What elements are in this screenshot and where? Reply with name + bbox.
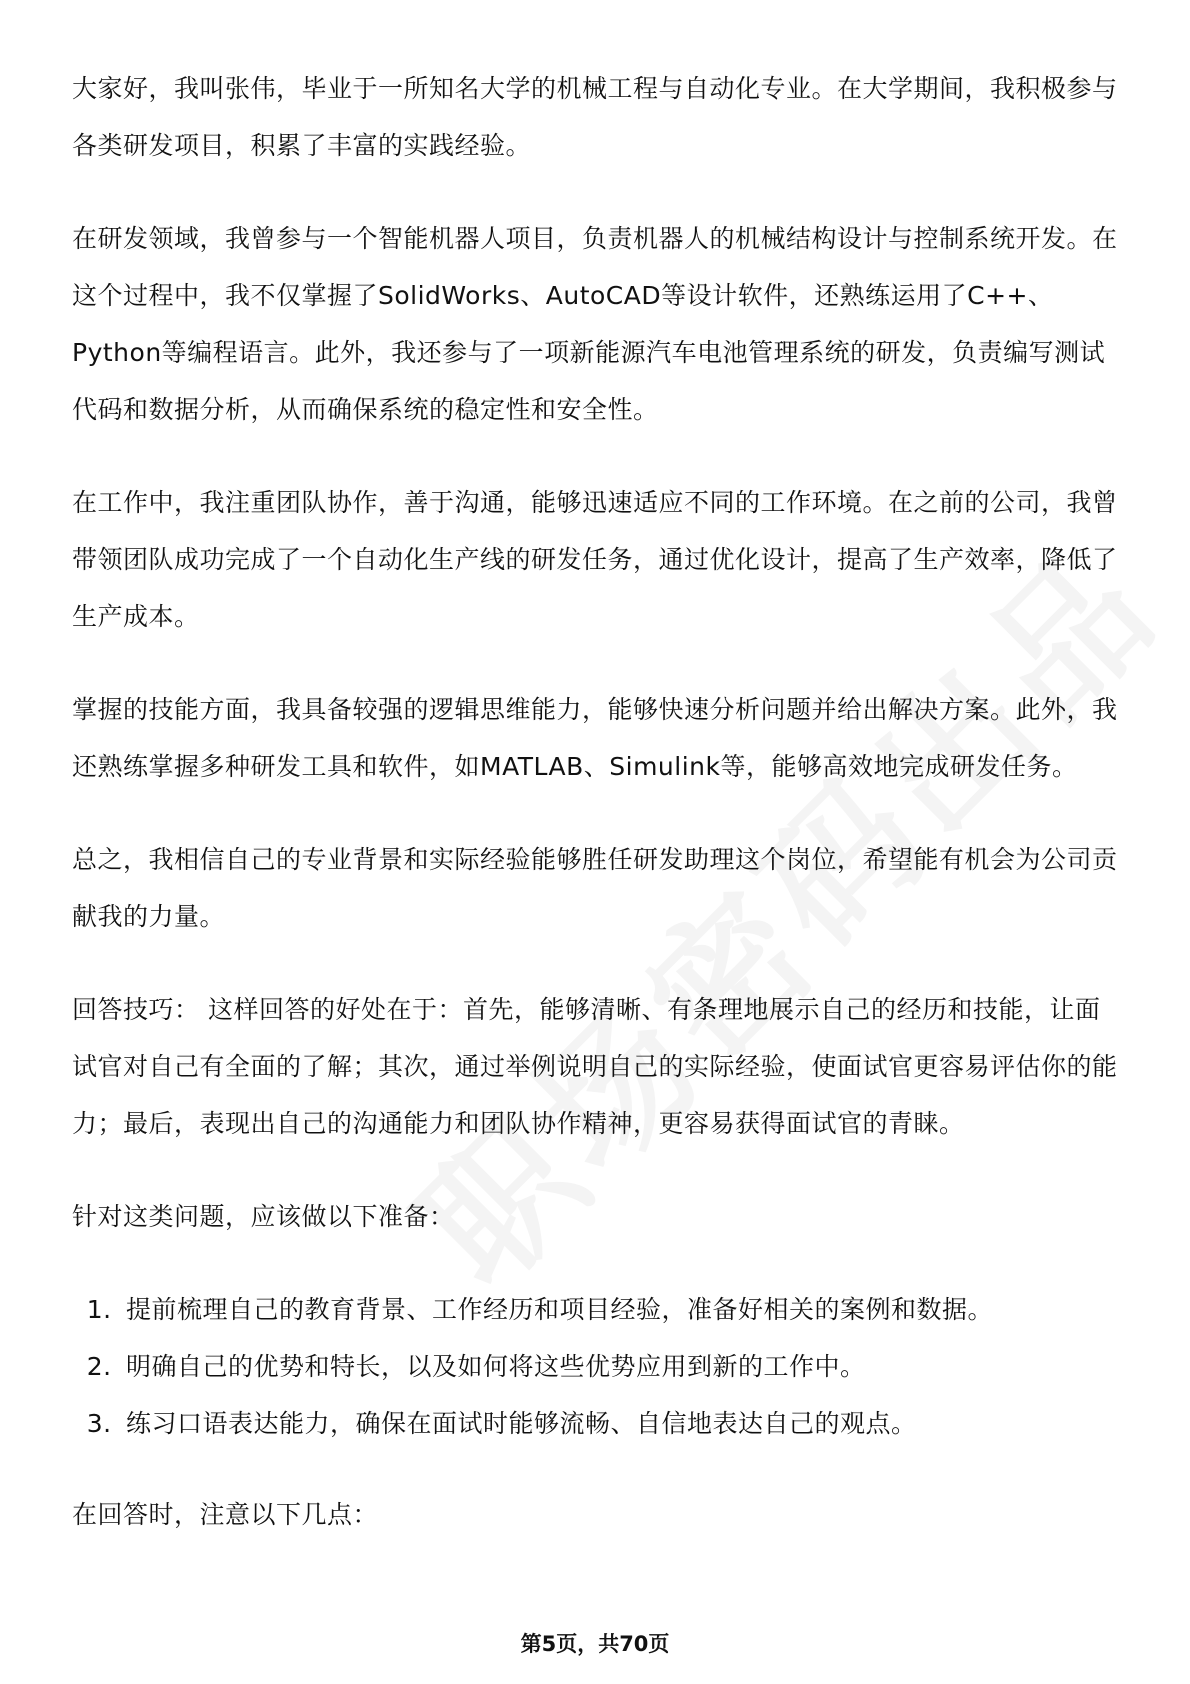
teamwork-paragraph: 在工作中，我注重团队协作，善于沟通，能够迅速适应不同的工作环境。在之前的公司，我曾带领团队成功完成了一个自动化生产线的研发任务，通过优化设计，提高了生产效率，降低了生产成本。 xyxy=(72,488,1118,631)
page-number-footer: 第5页，共70页 xyxy=(520,1632,670,1656)
closing-line: 在回答时，注意以下几点： xyxy=(72,1500,379,1529)
document-body xyxy=(72,60,1118,1579)
preparation-list xyxy=(72,1281,1118,1452)
intro-paragraph: 大家好，我叫张伟，毕业于一所知名大学的机械工程与自动化专业。在大学期间，我积极参与各类研发项目，积累了丰富的实践经验。 xyxy=(72,74,1118,160)
list-item: 1. 提前梳理自己的教育背景、工作经历和项目经验，准备好相关的案例和数据。 xyxy=(120,1281,1118,1338)
answer-tips-paragraph: 回答技巧： 这样回答的好处在于：首先，能够清晰、有条理地展示自己的经历和技能，让面试官对自己有全面的了解；其次，通过举例说明自己的实际经验，使面试官更容易评估你的能力；最后，表现出自己的沟通能力和团队协作精神，更容易获得面试官的青睐。 xyxy=(72,995,1118,1138)
summary-paragraph: 总之，我相信自己的专业背景和实际经验能够胜任研发助理这个岗位，希望能有机会为公司贡献我的力量。 xyxy=(72,845,1118,931)
skills-paragraph: 掌握的技能方面，我具备较强的逻辑思维能力，能够快速分析问题并给出解决方案。此外，我还熟练掌握多种研发工具和软件，如MATLAB、Simulink等，能够高效地完成研发任务。 xyxy=(72,695,1118,781)
preparation-intro: 针对这类问题，应该做以下准备： xyxy=(72,1202,455,1231)
list-item: 2. 明确自己的优势和特长，以及如何将这些优势应用到新的工作中。 xyxy=(120,1338,1118,1395)
list-item: 3. 练习口语表达能力，确保在面试时能够流畅、自信地表达自己的观点。 xyxy=(120,1395,1118,1452)
rd-experience-paragraph: 在研发领域，我曾参与一个智能机器人项目，负责机器人的机械结构设计与控制系统开发。在这个过程中，我不仅掌握了SolidWorks、AutoCAD等设计软件，还熟练运用了C++、Python等编程语言。此外，我还参与了一项新能源汽车电池管理系统的研发，负责编写测试代码和数据分析，从而确保系统的稳定性和安全性。 xyxy=(72,224,1118,424)
